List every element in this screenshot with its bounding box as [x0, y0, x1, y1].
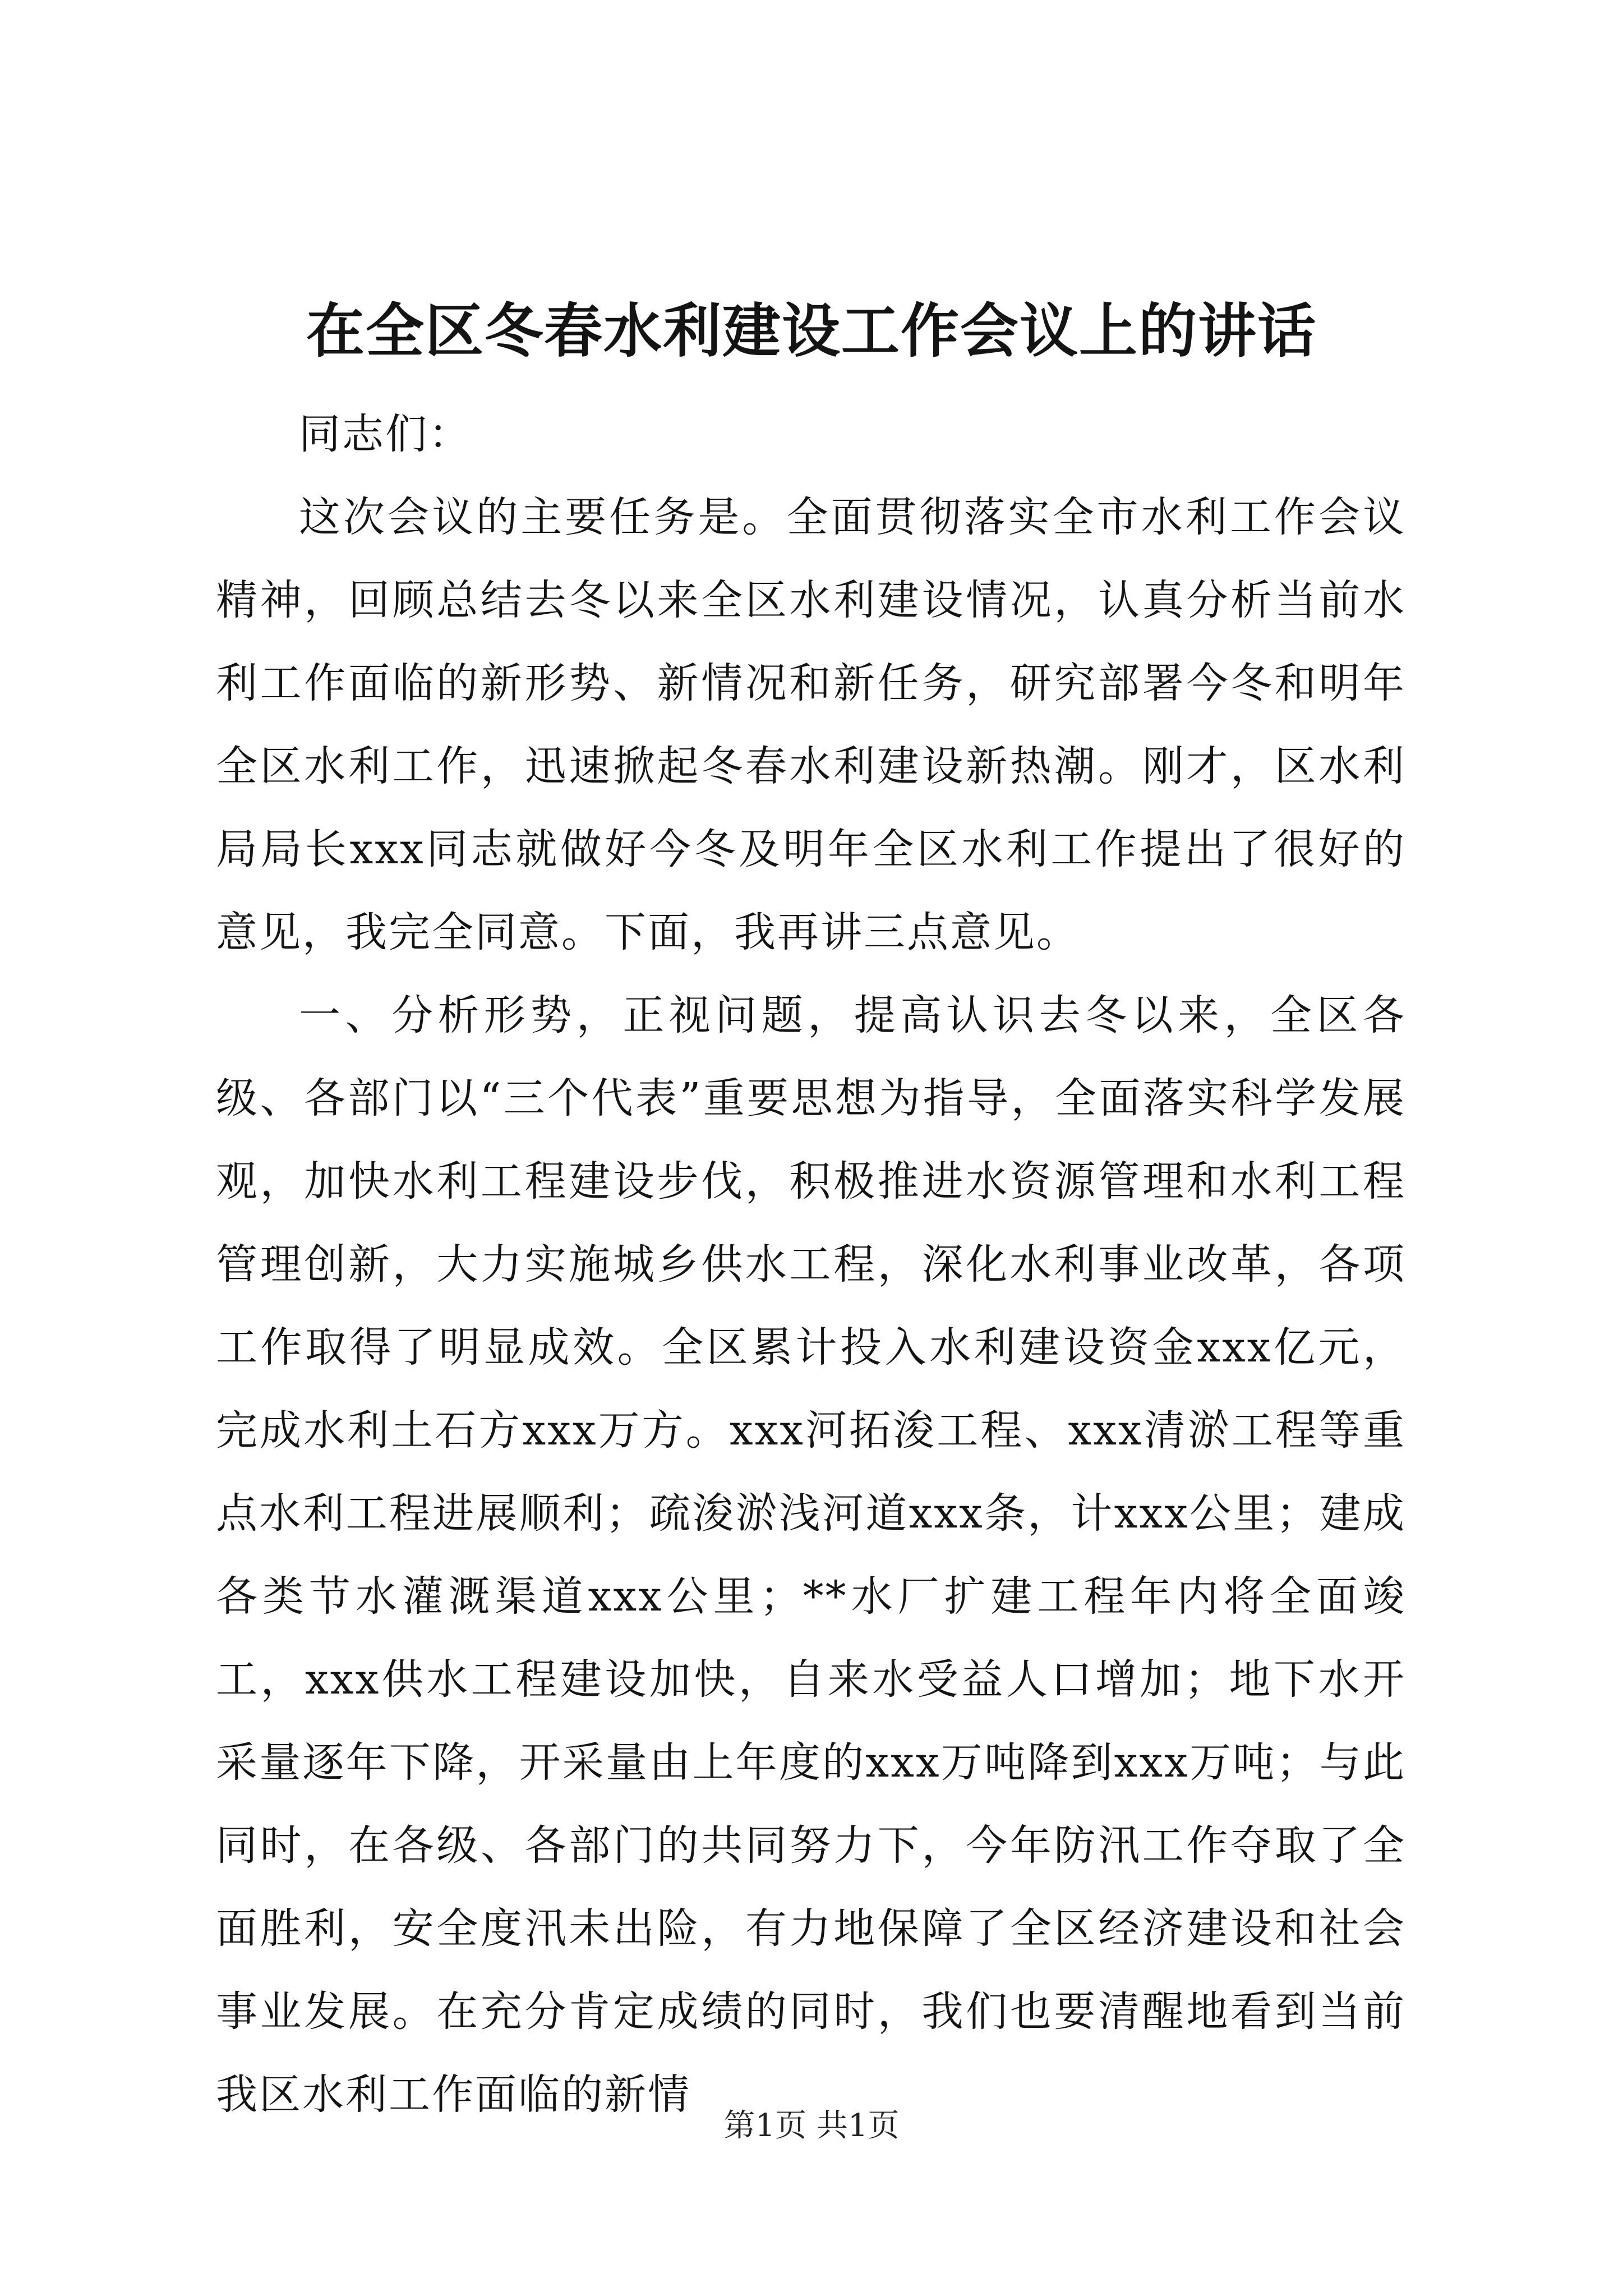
salutation: 同志们： [299, 410, 472, 458]
document-body [216, 393, 1406, 2136]
page-footer: 第1页 共1页 [723, 2108, 900, 2144]
paragraph-intro: 这次会议的主要任务是。全面贯彻落实全市水利工作会议精神，回顾总结去冬以来全区水利建设情况，认真分析当前水利工作面临的新形势、新情况和新任务，研究部署今冬和明年全区水利工作，迅速掀起冬春水利建设新热潮。刚才，区水利局局长xxx同志就做好今冬及明年全区水利工作提出了很好的意见，我完全同意。下面，我再讲三点意见。 [216, 493, 1406, 956]
paragraph-section-one: 一、分析形势，正视问题，提高认识去冬以来，全区各级、各部门以“三个代表”重要思想为指导，全面落实科学发展观，加快水利工程建设步伐，积极推进水资源管理和水利工程管理创新，大力实施城乡供水工程，深化水利事业改革，各项工作取得了明显成效。全区累计投入水利建设资金xxx亿元，完成水利土石方xxx万方。xxx河拓浚工程、xxx清淤工程等重点水利工程进展顺利；疏浚淤浅河道xxx条，计xxx公里；建成各类节水灌溉渠道xxx公里；**水厂扩建工程年内将全面竣工，xxx供水工程建设加快，自来水受益人口增加；地下水开采量逐年下降，开采量由上年度的xxx万吨降到xxx万吨；与此同时，在各级、各部门的共同努力下，今年防汛工作夺取了全面胜利，安全度汛未出险，有力地保障了全区经济建设和社会事业发展。在充分肯定成绩的同时，我们也要清醒地看到当前我区水利工作面临的新情 [216, 991, 1406, 2119]
document-title: 在全区冬春水利建设工作会议上的讲话 [306, 296, 1317, 365]
